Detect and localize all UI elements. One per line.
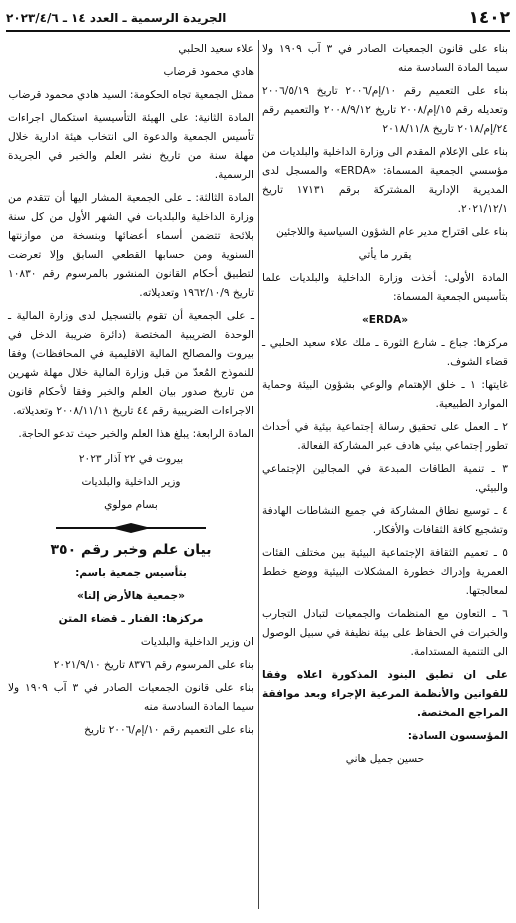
law-reference-2: بناء على قانون الجمعيات الصادر في ٣ آب ١٩٠٩ ولا سيما المادة السادسة منه bbox=[8, 682, 254, 713]
article-three: المادة الثالثة: ـ على الجمعية المشار اليها أن تتقدم من وزارة الداخلية والبلديات في الشهر الأول من كل سنة بلائحة تتضمن أسماء أعضائها وبنسخة من موازنتها السنوية ومن حسابها القطعي السابق وإلا تعرضت لتطبيق أحكام القانون المنشور بالمرسوم رقم ١٠٨٣٠ تاريخ ١٩٦٢/١٠/٩ وتعديلاته. bbox=[8, 192, 254, 299]
minister-intro: ان وزير الداخلية والبلديات bbox=[140, 636, 254, 648]
goal-4: ٤ ـ توسيع نطاق المشاركة في جميع النشاطات الهادفة وتشجيع كافة الثقافات والأفكار. bbox=[262, 505, 508, 536]
goal-5: ٥ ـ تعميم الثقافة الإجتماعية البيئية بين مختلف الفئات العمرية وإدراك خطورة المشكلات البيئية ووضع خطط لمعالجتها. bbox=[262, 547, 508, 597]
government-representative: ممثل الجمعية تجاه الحكومة: السيد هادي محمود قرضاب bbox=[8, 89, 254, 101]
tax-registration-clause: ـ على الجمعية أن تقوم بالتسجيل لدى وزارة المالية ـ الوحدة الضريبية المختصة (دائرة ضريبة الدخل في بيروت والمصالح المالية الاقليمية في المحافظات) وفقا للنموذج المُعدّ من قبل وزارة المالية خلال مهلة شهرين من تاريخ صدور بيان العلم والخبر وفقا لأحكام قانون الاجراءات الضريبية رقم ٤٤ تاريخ ٢٠٠٨/١١/١١ وتعديلاته. bbox=[8, 310, 254, 417]
association-center-2: مركزها: الفنار ـ قضاء المتن bbox=[58, 613, 204, 625]
column-divider bbox=[258, 40, 259, 909]
minister-title: وزير الداخلية والبلديات bbox=[81, 476, 181, 488]
page-number: ١٤٠٢ bbox=[468, 8, 510, 28]
notification-reference: بناء على الإعلام المقدم الى وزارة الداخلية والبلديات من مؤسسي الجمعية المسماة: «ERDA» والمسجل لدى المديرية الإدارية المشتركة برقم ١٧١٣١ تاريخ ٢٠٢١/١٢/١. bbox=[262, 146, 509, 215]
conditions-note: على ان تطبق البنود المذكورة اعلاه وفقا للقوانين والأنظمة المرعية الإجراء وبعد موافقة المراجع المختصة. bbox=[262, 669, 508, 719]
decree-reference: بناء على المرسوم رقم ٨٣٧٦ تاريخ ٢٠٢١/٩/١٠ bbox=[53, 659, 254, 671]
association-center: مركزها: جباع ـ شارع الثورة ـ ملك علاء سعيد الحلبي ـ قضاء الشوف. bbox=[262, 337, 508, 368]
gazette-title: الجريدة الرسمية ـ العدد ١٤ bbox=[71, 11, 227, 25]
circular-reference-2: بناء على التعميم رقم ١٠/إم/٢٠٠٦ تاريخ bbox=[84, 724, 254, 736]
left-column bbox=[8, 40, 254, 744]
goal-6: ٦ ـ التعاون مع المنظمات والجمعيات لتبادل التجارب والخبرات في الحفاظ على بيئة نظيفة في سبيل الوصول الى التنمية المستدامة. bbox=[262, 608, 508, 658]
founder-name: حسين جميل هاني bbox=[345, 753, 425, 765]
goal-1: غايتها: ١ ـ خلق الإهتمام والوعي بشؤون البيئة وحماية الموارد الطبيعية. bbox=[262, 379, 508, 410]
founder-name: علاء سعيد الحلبي bbox=[178, 43, 254, 55]
goal-2: ٢ ـ العمل على تحقيق رسالة إجتماعية بيئية في أحداث تطور إجتماعي بيئي هادف عبر المشاركة الفعالة. bbox=[262, 421, 508, 452]
notice-title: بيان علم وخبر رقم ٣٥٠ bbox=[50, 542, 212, 558]
signature-date: بيروت في ٢٢ آذار ٢٠٢٣ bbox=[78, 453, 184, 465]
section-separator bbox=[56, 523, 206, 533]
founders-heading: المؤسسون السادة: bbox=[407, 730, 508, 742]
goal-3: ٣ ـ تنمية الطاقات المبدعة في المجالين الإجتماعي والبيئي. bbox=[262, 463, 508, 494]
circular-reference: بناء على التعميم رقم ١٠/إم/٢٠٠٦ تاريخ ٢٠٠٦/٥/١٩ وتعديله رقم ١٥/إم/٢٠٠٨ تاريخ ٢٠٠٨/٩/١٢ والتعميم رقم ٢٤/إم/٢٠١٨ تاريخ ٢٠١٨/١١/٨ bbox=[262, 85, 508, 135]
proposal-reference: بناء على اقتراح مدير عام الشؤون السياسية واللاجئين bbox=[276, 226, 508, 238]
notice-subtitle: بتأسيس جمعية باسم: bbox=[75, 567, 187, 579]
association-name: «ERDA» bbox=[361, 314, 409, 326]
right-column bbox=[262, 40, 508, 773]
issue-date: ـ ٢٠٢٣/٤/٦ bbox=[6, 11, 67, 25]
law-reference: بناء على قانون الجمعيات الصادر في ٣ آب ١٩٠٩ ولا سيما المادة السادسة منه bbox=[262, 43, 508, 74]
decides-heading: يقرر ما يأتي bbox=[358, 249, 412, 261]
association-name-2: «جمعية هالأرض إلنا» bbox=[76, 590, 185, 602]
minister-name: بسام مولوي bbox=[104, 499, 158, 511]
header-info bbox=[6, 11, 226, 25]
article-four: المادة الرابعة: يبلغ هذا العلم والخبر حيث تدعو الحاجة. bbox=[18, 428, 254, 440]
article-two: المادة الثانية: على الهيئة التأسيسية استكمال اجراءات تأسيس الجمعية والدعوة الى انتخاب هيئة ادارية خلال مهلة سنة من تاريخ نشر العلم والخبر في الجريدة الرسمية. bbox=[8, 112, 254, 181]
page-header bbox=[6, 6, 510, 32]
article-one: المادة الأولى: أخذت وزارة الداخلية والبلديات علما بتأسيس الجمعية المسماة: bbox=[262, 272, 508, 303]
founder-name: هادي محمود قرضاب bbox=[163, 66, 254, 78]
